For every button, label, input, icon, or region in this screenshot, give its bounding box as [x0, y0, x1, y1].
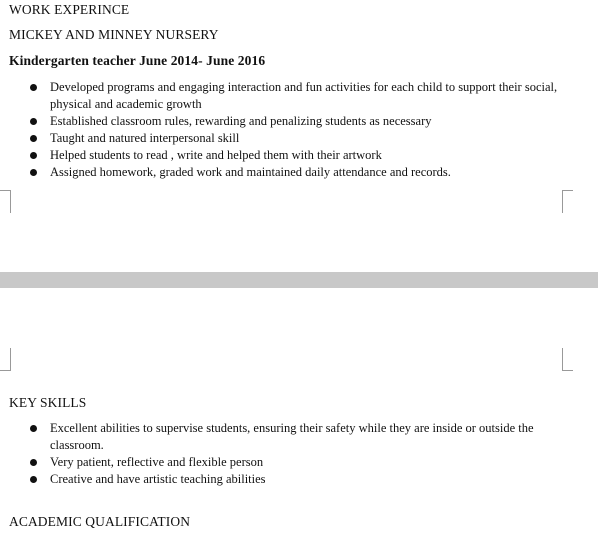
document-page-2 — [0, 288, 598, 533]
bullet-icon — [30, 84, 37, 91]
section-title-key-skills: KEY SKILLS — [9, 395, 87, 410]
list-item: Creative and have artistic teaching abilities — [0, 471, 598, 488]
margin-corner-mark — [562, 190, 573, 213]
employer-name: MICKEY AND MINNEY NURSERY — [9, 27, 219, 42]
section-title-work-experience: WORK EXPERINCE — [9, 2, 130, 17]
position-title: Kindergarten teacher June 2014- June 2016 — [9, 53, 266, 68]
margin-corner-mark — [562, 348, 573, 371]
skills-bullet-list — [0, 420, 598, 488]
bullet-icon — [30, 169, 37, 176]
bullet-icon — [30, 135, 37, 142]
list-item: Helped students to read , write and helped them with their artwork — [0, 147, 598, 164]
bullet-icon — [30, 425, 37, 432]
list-item: Established classroom rules, rewarding and penalizing students as necessary — [0, 113, 598, 130]
section-title-academic: ACADEMIC QUALIFICATION — [9, 514, 191, 529]
work-bullet-list — [0, 79, 598, 181]
page-separator — [0, 272, 598, 288]
list-item: Excellent abilities to supervise students, ensuring their safety while they are inside or outside the classroom. — [0, 420, 598, 454]
list-item: Developed programs and engaging interaction and fun activities for each child to support their social, physical and academic growth — [0, 79, 598, 113]
margin-corner-mark — [0, 190, 11, 213]
bullet-icon — [30, 476, 37, 483]
bullet-icon — [30, 118, 37, 125]
bullet-icon — [30, 459, 37, 466]
margin-corner-mark — [0, 348, 11, 371]
list-item: Very patient, reflective and flexible person — [0, 454, 598, 471]
bullet-icon — [30, 152, 37, 159]
list-item: Assigned homework, graded work and maintained daily attendance and records. — [0, 164, 598, 181]
list-item: Taught and natured interpersonal skill — [0, 130, 598, 147]
